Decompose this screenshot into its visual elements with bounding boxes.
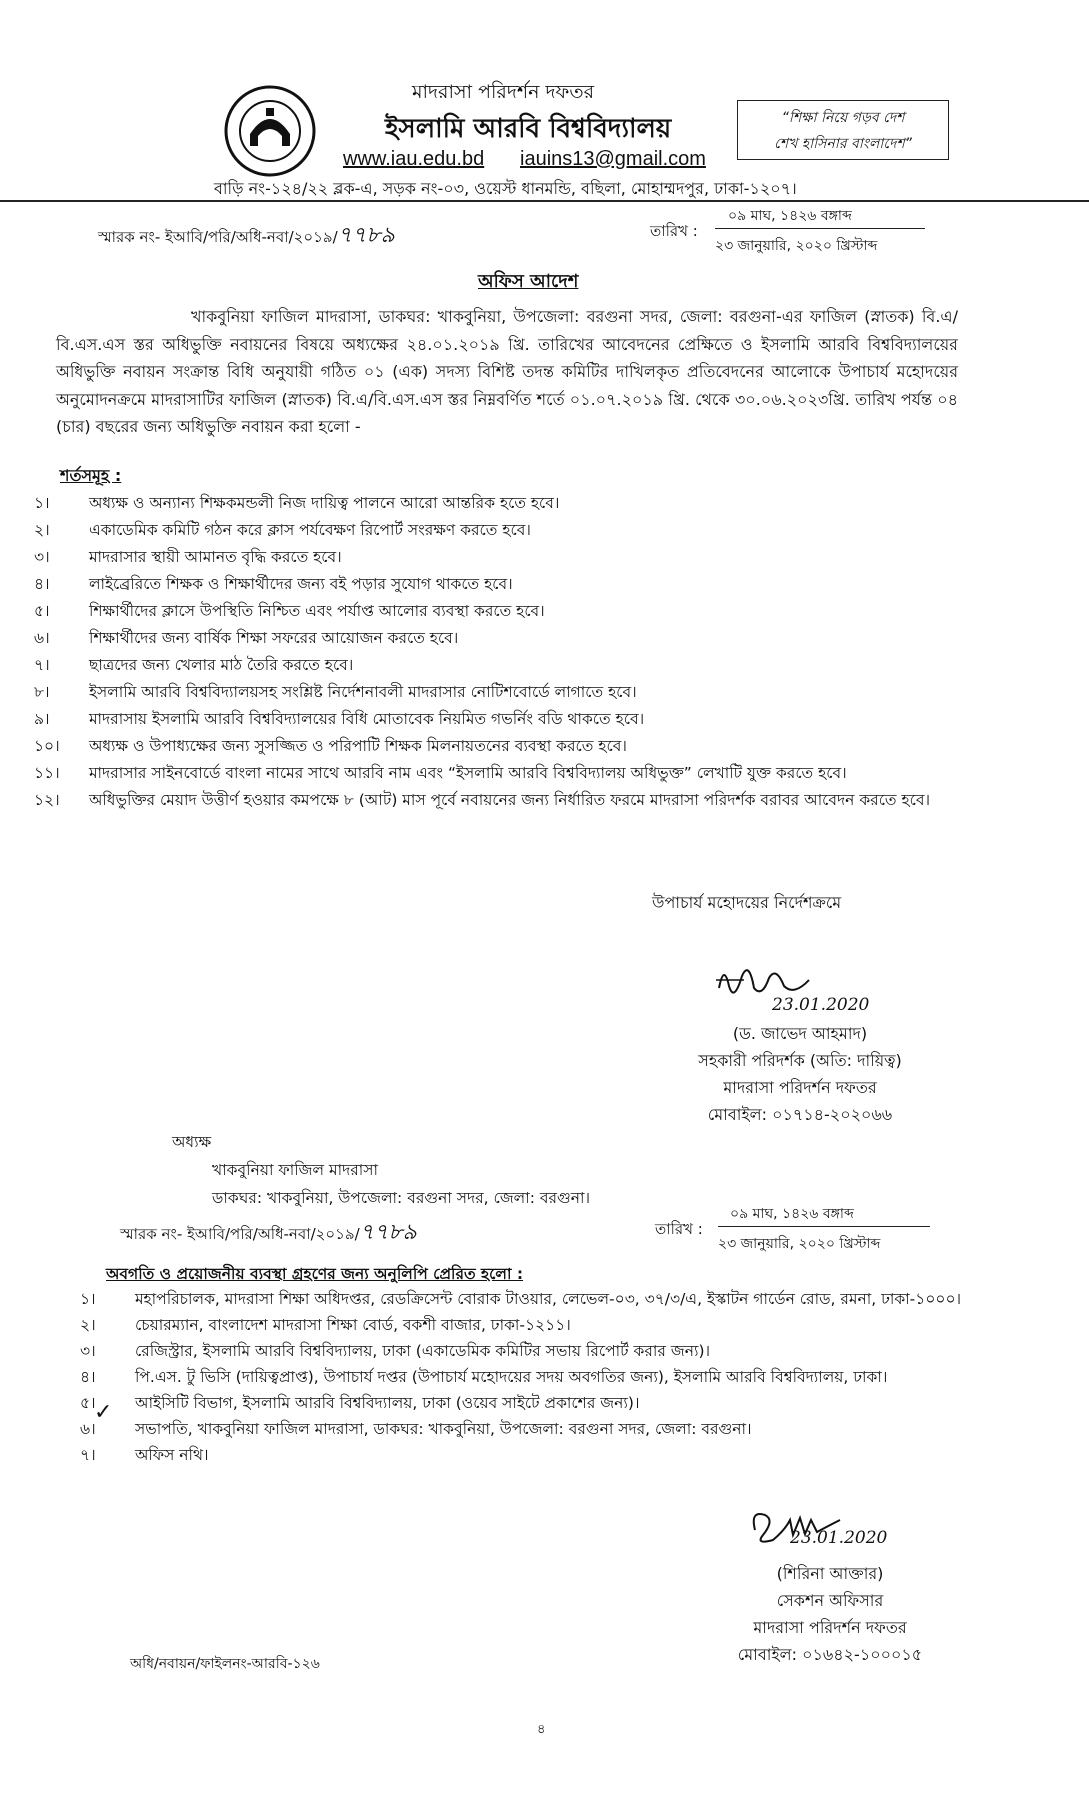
date-divider	[715, 228, 925, 229]
condition-item: ১। অধ্যক্ষ ও অন্যান্য শিক্ষকমন্ডলী নিজ দায়িত্ব পালনে আরো আন্তরিক হতে হবে।	[34, 494, 560, 512]
signatory-1-designation: সহকারী পরিদর্শক (অতি: দায়িত্ব)	[698, 1051, 902, 1070]
document-title: অফিস আদেশ	[478, 271, 579, 292]
memo-number	[98, 218, 395, 255]
recipient-address: ডাকঘর: খাকবুনিয়া, উপজেলা: বরগুনা সদর, জেলা: বরগুনা।	[212, 1189, 591, 1207]
cc-item: ২। চেয়ারম্যান, বাংলাদেশ মাদরাসা শিক্ষা বোর্ড, বকশী বাজার, ঢাকা-১২১১।	[80, 1316, 571, 1334]
signatory-1-office: মাদরাসা পরিদর্শন দফতর	[723, 1078, 877, 1097]
signatory-2-designation: সেকশন অফিসার	[776, 1591, 884, 1610]
signature-2-block	[690, 1560, 970, 1668]
conditions-list	[34, 490, 960, 814]
condition-item: ২। একাডেমিক কমিটি গঠন করে ক্লাস পর্যবেক্ষণ রিপোর্ট সংরক্ষণ করতে হবে।	[34, 521, 531, 539]
condition-item: ৮। ইসলামি আরবি বিশ্ববিদ্যালয়সহ সংশ্লিষ্ট নির্দেশনাবলী মাদরাসার নোটিশবোর্ডে লাগাতে হবে।	[34, 683, 637, 701]
date-english: ২৩ জানুয়ারি, ২০২০ খ্রিস্টাব্দ	[715, 238, 878, 254]
signatory-2-office: মাদরাসা পরিদর্শন দফতর	[753, 1618, 907, 1637]
file-reference: অধি/নবায়ন/ফাইলনং-আরবি-১২৬	[130, 1656, 320, 1672]
university-logo	[210, 84, 330, 178]
conditions-title: শর্তসমূহ :	[60, 466, 122, 485]
cc-title: অবগতি ও প্রয়োজনীয় ব্যবস্থা গ্রহণের জন্য অনুলিপি প্রেরিত হলো :	[106, 1265, 524, 1283]
slogan-box	[737, 100, 949, 160]
cc-item: ৩। রেজিস্ট্রার, ইসলামি আরবি বিশ্ববিদ্যালয়, ঢাকা (একাডেমিক কমিটির সভায় রিপোর্ট করার জন্য)।	[80, 1342, 711, 1360]
date-bangla: ০৯ মাঘ, ১৪২৬ বঙ্গাব্দ	[728, 208, 852, 224]
condition-item: ১০। অধ্যক্ষ ও উপাধ্যক্ষের জন্য সুসজ্জিত ও পরিপাটি শিক্ষক মিলনায়তনের ব্যবস্থা করতে হবে।	[34, 737, 627, 755]
memo-prefix: স্মারক নং- ইআবি/পরি/অধি-নবা/২০১৯/	[98, 228, 338, 246]
condition-item: ৩। মাদরাসার স্থায়ী আমানত বৃদ্ধি করতে হবে।	[34, 548, 342, 566]
header-divider	[0, 200, 1089, 202]
date-divider-2	[718, 1226, 930, 1227]
email-link[interactable]: iauins13@gmail.com	[520, 148, 706, 170]
cc-item: ১। মহাপরিচালক, মাদরাসা শিক্ষা অধিদপ্তর, রেডক্রিসেন্ট বোরাক টাওয়ার, লেভেল-০৩, ৩৭/৩/এ, ইস্কাটন গার্ডেন রোড, রমনা, ঢাকা-১০০০।	[80, 1290, 962, 1308]
date-label-2: তারিখ :	[655, 1220, 703, 1238]
condition-item: ৪। লাইব্রেরিতে শিক্ষক ও শিক্ষার্থীদের জন্য বই পড়ার সুযোগ থাকতে হবে।	[34, 575, 513, 593]
cc-list	[80, 1286, 972, 1468]
page-number: ৪	[537, 1722, 546, 1737]
office-name: মাদরাসা পরিদর্শন দফতর	[412, 81, 595, 103]
recipient-title: অধ্যক্ষ	[172, 1133, 212, 1151]
memo-number-2	[120, 1215, 417, 1252]
website-link[interactable]: www.iau.edu.bd	[343, 148, 485, 170]
cc-item: ৫। আইসিটি বিভাগ, ইসলামি আরবি বিশ্ববিদ্যালয়, ঢাকা (ওয়েব সাইটে প্রকাশের জন্য)।	[80, 1394, 640, 1412]
recipient-name: খাকবুনিয়া ফাজিল মাদরাসা	[212, 1161, 378, 1179]
body-paragraph: খাকবুনিয়া ফাজিল মাদরাসা, ডাকঘর: খাকবুনিয়া, উপজেলা: বরগুনা সদর, জেলা: বরগুনা-এর ফাজিল (স্নাতক) বি.এ/বি.এস.এস স্তর অধিভুক্তি নবায়নের বিষয়ে অধ্যক্ষের ২৪.০১.২০১৯ খ্রি. তারিখের আবেদনের প্রেক্ষিতে ও ইসলামি আরবি বিশ্ববিদ্যালয়ের অধিভুক্তি নবায়ন সংক্রান্ত বিধি অনুযায়ী গঠিত ০১ (এক) সদস্য বিশিষ্ট তদন্ত কমিটির দাখিলকৃত প্রতিবেদনের আলোকে উপাচার্য মহোদয়ের অনুমোদনক্রমে মাদরাসাটির ফাজিল (স্নাতক) বি.এ/বি.এস.এস স্তর নিম্নবর্ণিত শর্তে ০১.০৭.২০১৯ খ্রি. থেকে ৩০.০৬.২০২৩খ্রি. তারিখ পর্যন্ত ০৪ (চার) বছরের জন্য অধিভুক্তি নবায়ন করা হলো -	[56, 307, 958, 436]
condition-item: ১২। অধিভুক্তির মেয়াদ উত্তীর্ণ হওয়ার কমপক্ষে ৮ (আট) মাস পূর্বে নবায়নের জন্য নির্ধারিত ফরমে মাদরাসা পরিদর্শক বরাবর আবেদন করতে হবে।	[34, 791, 931, 809]
slogan-line-1: “শিক্ষা নিয়ে গড়ব দেশ	[781, 110, 905, 126]
signatory-1-mobile: মোবাইল: ০১৭১৪-২০২০৬৬	[707, 1105, 893, 1124]
cc-item: ৪। পি.এস. টু ভিসি (দায়িত্বপ্রাপ্ত), উপাচার্য দপ্তর (উপাচার্য মহোদয়ের সদয় অবগতির জন্য), ইসলামি আরবি বিশ্ববিদ্যালয়, ঢাকা।	[80, 1368, 888, 1386]
date-english-2: ২৩ জানুয়ারি, ২০২০ খ্রিস্টাব্দ	[718, 1236, 881, 1252]
memo-prefix-2: স্মারক নং- ইআবি/পরি/অধি-নবা/২০১৯/	[120, 1225, 360, 1243]
signature-1-date: 23.01.2020	[772, 995, 870, 1015]
recipient-block	[172, 1128, 590, 1212]
date-label: তারিখ :	[650, 222, 698, 240]
signatory-2-mobile: মোবাইল: ০১৬৪২-১০০০১৫	[737, 1645, 923, 1664]
condition-item: ৬। শিক্ষার্থীদের জন্য বার্ষিক শিক্ষা সফরের আয়োজন করতে হবে।	[34, 629, 459, 647]
handwritten-memo-number: ৭৭৮৯	[337, 223, 395, 248]
signature-2-date: 23.01.2020	[790, 1528, 888, 1548]
handwritten-memo-number-2: ৭৭৮৯	[359, 1220, 417, 1245]
condition-item: ৭। ছাত্রদের জন্য খেলার মাঠ তৈরি করতে হবে।	[34, 656, 354, 674]
condition-item: ৯। মাদরাসায় ইসলামি আরবি বিশ্ববিদ্যালয়ের বিধি মোতাবেক নিয়মিত গভর্নিং বডি থাকতে হবে।	[34, 710, 645, 728]
signatory-2-name: (শিরিনা আক্তার)	[776, 1564, 884, 1583]
condition-item: ১১। মাদরাসার সাইনবোর্ডে বাংলা নামের সাথে আরবি নাম এবং “ইসলামি আরবি বিশ্ববিদ্যালয় অধিভুক্ত” লেখাটি যুক্ত করতে হবে।	[34, 764, 847, 782]
signature-1-block	[640, 1020, 960, 1128]
header-address: বাড়ি নং-১২৪/২২ ব্লক-এ, সড়ক নং-০৩, ওয়েস্ট ধানমন্ডি, বছিলা, মোহাম্মদপুর, ঢাকা-১২০৭।	[214, 179, 797, 198]
university-name: ইসলামি আরবি বিশ্ববিদ্যালয়	[385, 114, 672, 144]
cc-item: ৬। সভাপতি, খাকবুনিয়া ফাজিল মাদরাসা, ডাকঘর: খাকবুনিয়া, উপজেলা: বরগুনা সদর, জেলা: বরগুনা।	[80, 1420, 752, 1438]
signatory-1-name: (ড. জাভেদ আহমাদ)	[732, 1024, 868, 1043]
slogan-line-2: শেখ হাসিনার বাংলাদেশ”	[774, 136, 912, 152]
by-order-text: উপাচার্য মহোদয়ের নির্দেশক্রমে	[652, 893, 842, 912]
condition-item: ৫। শিক্ষার্থীদের ক্লাসে উপস্থিতি নিশ্চিত এবং পর্যাপ্ত আলোর ব্যবস্থা করতে হবে।	[34, 602, 545, 620]
date-bangla-2: ০৯ মাঘ, ১৪২৬ বঙ্গাব্দ	[730, 1206, 854, 1222]
cc-item: ৭। অফিস নথি।	[80, 1446, 209, 1464]
checkmark-icon: ✓	[94, 1400, 113, 1425]
